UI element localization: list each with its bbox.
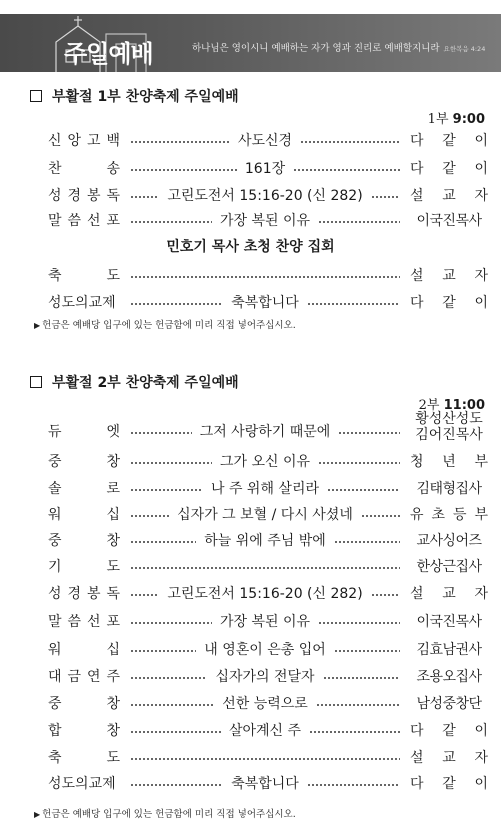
program-item-detail <box>130 530 400 550</box>
program-item-label <box>48 158 120 178</box>
dotted-leader <box>130 169 237 171</box>
program-item-presenter <box>410 130 488 150</box>
dotted-leader <box>327 489 400 491</box>
program-item-title: 축복합니다 <box>231 776 299 792</box>
presenter-text: 한상근집사 <box>416 559 482 575</box>
program-item-detail <box>130 504 400 524</box>
dotted-leader <box>130 567 400 569</box>
program-item-presenter <box>410 451 488 471</box>
program-row <box>48 530 488 550</box>
label-char: 독 <box>106 586 120 602</box>
program-item-detail <box>130 773 400 793</box>
program-item-detail <box>130 556 400 576</box>
presenter-text: 이국진목사 <box>416 213 482 229</box>
presenter-text: 황성산성도 <box>415 411 483 427</box>
presenter-text: 이 <box>474 723 488 739</box>
label-char: 찬 <box>48 161 62 177</box>
checkbox-icon <box>30 376 42 388</box>
label-char: 봉 <box>86 188 101 204</box>
label-char: 창 <box>106 533 120 549</box>
presenter-text: 등 <box>452 507 467 523</box>
program-item-detail <box>130 210 400 230</box>
dotted-leader <box>371 594 400 596</box>
program-row <box>48 210 488 230</box>
program-item-label <box>48 185 120 205</box>
presenter-text: 이 <box>474 133 488 149</box>
label-char: 고 <box>86 133 101 149</box>
dotted-leader <box>307 303 400 305</box>
program-row <box>48 639 488 659</box>
label-char: 포 <box>106 614 120 630</box>
program-row <box>48 292 488 312</box>
label-char: 말 <box>48 614 62 630</box>
program-row <box>48 693 488 713</box>
program-item-presenter <box>410 611 488 631</box>
presenter-text: 이 <box>474 161 488 177</box>
presenter-text: 설 <box>410 750 424 766</box>
page-title: 주일예배 <box>64 40 153 68</box>
program-item-label <box>48 639 120 659</box>
presenter-text: 같 <box>442 161 456 177</box>
dotted-leader <box>318 221 400 223</box>
presenter-text: 교 <box>442 750 456 766</box>
presenter-text: 같 <box>442 133 456 149</box>
label-char: 솔 <box>48 481 62 497</box>
program-row <box>48 504 488 524</box>
presenter-text: 교 <box>442 586 456 602</box>
program-item-presenter <box>410 556 488 576</box>
label-char: 도 <box>106 268 120 284</box>
label-char: 중 <box>48 454 62 470</box>
dotted-leader <box>130 541 196 543</box>
label-char: 봉 <box>86 586 101 602</box>
label-char: 씀 <box>67 213 82 229</box>
program-row <box>48 130 488 150</box>
program-item-label <box>48 666 120 686</box>
program-item-detail <box>130 720 400 740</box>
dotted-leader <box>130 489 203 491</box>
presenter-text: 김어진목사 <box>415 427 483 443</box>
program-row <box>48 611 488 631</box>
dotted-leader <box>130 704 214 706</box>
program-row <box>48 556 488 576</box>
label-char: 엣 <box>106 424 120 440</box>
presenter-text: 교사싱어즈 <box>416 533 482 549</box>
program-item-presenter <box>410 478 488 498</box>
verse-reference: 요한복음 4:24 <box>443 45 486 53</box>
checkbox-icon <box>30 90 42 102</box>
label-char: 독 <box>106 188 120 204</box>
program-item-presenter <box>410 530 488 550</box>
dotted-leader <box>307 784 400 786</box>
dotted-leader <box>361 515 400 517</box>
program-row <box>48 666 488 686</box>
label-char: 축 <box>48 268 62 284</box>
label-char: 중 <box>48 533 62 549</box>
presenter-text: 설 <box>410 268 424 284</box>
program-item-label <box>48 451 120 471</box>
program-item-presenter <box>410 411 488 443</box>
program-item-presenter <box>410 185 488 205</box>
program-item-presenter <box>410 747 488 767</box>
program-row <box>48 720 488 740</box>
program-item-title: 사도신경 <box>237 133 293 149</box>
presenter-text: 조용오집사 <box>416 669 482 685</box>
program-item-presenter <box>410 720 488 740</box>
program-item-title: 가장 복된 이유 <box>219 614 311 630</box>
presenter-text: 부 <box>474 454 488 470</box>
label-char: 워 <box>48 642 62 658</box>
program-item-title: 고린도전서 15:16-20 (신 282) <box>167 586 363 602</box>
dotted-leader <box>318 462 400 464</box>
label-char: 포 <box>106 213 120 229</box>
program-row <box>48 265 488 285</box>
program-item-label <box>48 421 120 441</box>
program-item-title: 하늘 위에 주님 밖에 <box>204 533 326 549</box>
presenter-text: 다 <box>410 776 424 792</box>
program-row <box>48 411 488 443</box>
dotted-leader <box>300 141 400 143</box>
presenter-text: 부 <box>474 507 488 523</box>
label-char: 십 <box>106 642 120 658</box>
presenter-text: 남성중창단 <box>416 696 482 712</box>
presenter-text: 같 <box>442 295 456 311</box>
dotted-leader <box>130 196 159 198</box>
label-char: 경 <box>67 188 82 204</box>
label-char: 선 <box>86 614 101 630</box>
triangle-bullet-icon: ▶ <box>34 321 41 330</box>
program-item-presenter <box>410 773 488 793</box>
presenter-text: 유 <box>410 507 424 523</box>
dotted-leader <box>309 731 400 733</box>
presenter-text: 초 <box>431 507 446 523</box>
program-item-detail <box>130 451 400 471</box>
program-item-label <box>48 292 120 312</box>
presenter-text: 이 <box>474 295 488 311</box>
program-item-detail <box>130 158 400 178</box>
dotted-leader <box>334 650 400 652</box>
presenter-text: 김태형집사 <box>416 481 482 497</box>
program-item-detail <box>130 130 400 150</box>
label-char: 중 <box>48 696 62 712</box>
offering-note-2: ▶ 헌금은 예배당 입구에 있는 헌금함에 미리 직접 넣어주십시오. <box>34 809 296 820</box>
triangle-bullet-icon: ▶ <box>34 810 41 819</box>
program-item-label <box>48 720 120 740</box>
label-char: 창 <box>106 454 120 470</box>
program-item-presenter <box>410 666 488 686</box>
label-char: 앙 <box>67 133 82 149</box>
service-time-2: 2부 11:00 <box>418 398 485 413</box>
section-title-1: 부활절 1부 찬양축제 주일예배 <box>30 86 239 106</box>
header-banner <box>0 14 501 72</box>
presenter-text: 자 <box>474 586 488 602</box>
program-item-title: 나 주 위해 살리라 <box>210 481 320 497</box>
presenter-text: 이 <box>474 776 488 792</box>
dotted-leader <box>130 622 212 624</box>
program-item-presenter <box>410 265 488 285</box>
presenter-text: 교 <box>442 188 456 204</box>
label-char: 성 <box>48 586 62 602</box>
label-char: 성도의교제 <box>48 776 116 792</box>
program-item-title: 살아계신 주 <box>228 723 302 739</box>
dotted-leader <box>130 731 221 733</box>
presenter-text: 자 <box>474 268 488 284</box>
program-item-presenter <box>410 210 488 230</box>
label-char: 합 <box>48 723 62 739</box>
dotted-leader <box>130 432 192 434</box>
label-char: 씀 <box>67 614 82 630</box>
label-char: 창 <box>106 696 120 712</box>
label-char: 기 <box>48 559 62 575</box>
label-char: 송 <box>106 161 120 177</box>
program-item-detail <box>130 693 400 713</box>
program-item-label <box>48 773 120 793</box>
presenter-text: 자 <box>474 188 488 204</box>
program-row <box>48 185 488 205</box>
offering-note-1: ▶ 헌금은 예배당 입구에 있는 헌금함에 미리 직접 넣어주십시오. <box>34 320 296 331</box>
label-char: 대 <box>48 669 62 685</box>
program-item-presenter <box>410 583 488 603</box>
presenter-text: 다 <box>410 295 424 311</box>
program-item-detail <box>130 639 400 659</box>
label-char: 창 <box>106 723 120 739</box>
section-title-2: 부활절 2부 찬양축제 주일예배 <box>30 372 239 392</box>
label-char: 워 <box>48 507 62 523</box>
program-item-detail <box>130 747 400 767</box>
program-row <box>48 158 488 178</box>
label-char: 연 <box>86 669 101 685</box>
program-item-title: 그가 오신 이유 <box>219 454 311 470</box>
program-item-detail <box>130 265 400 285</box>
program-item-label <box>48 504 120 524</box>
program-item-title: 십자가의 전달자 <box>215 669 315 685</box>
dotted-leader <box>130 462 212 464</box>
label-char: 듀 <box>48 424 62 440</box>
program-item-label <box>48 611 120 631</box>
program-item-label <box>48 747 120 767</box>
program-item-title: 십자가 그 보혈 / 다시 사셨네 <box>177 507 353 523</box>
dotted-leader <box>130 784 223 786</box>
dotted-leader <box>130 650 196 652</box>
dotted-leader <box>130 758 400 760</box>
presenter-text: 교 <box>442 268 456 284</box>
label-char: 주 <box>106 669 120 685</box>
dotted-leader <box>334 541 400 543</box>
program-row <box>48 451 488 471</box>
program-item-detail <box>130 666 400 686</box>
dotted-leader <box>338 432 400 434</box>
program-item-title: 축복합니다 <box>231 295 299 311</box>
presenter-text: 청 <box>410 454 424 470</box>
label-char: 금 <box>67 669 82 685</box>
presenter-text: 다 <box>410 133 424 149</box>
dotted-leader <box>293 169 400 171</box>
label-char: 백 <box>106 133 120 149</box>
label-char: 축 <box>48 750 62 766</box>
dotted-leader <box>130 276 400 278</box>
program-item-label <box>48 265 120 285</box>
dotted-leader <box>371 196 400 198</box>
label-char: 로 <box>106 481 120 497</box>
presenter-text: 다 <box>410 161 424 177</box>
label-char: 말 <box>48 213 62 229</box>
label-char: 도 <box>106 559 120 575</box>
presenter-text: 같 <box>442 776 456 792</box>
program-item-label <box>48 693 120 713</box>
program-item-detail <box>130 421 400 441</box>
label-char: 경 <box>67 586 82 602</box>
presenter-text: 설 <box>410 586 424 602</box>
program-item-detail <box>130 478 400 498</box>
program-item-presenter <box>410 158 488 178</box>
presenter-text: 다 <box>410 723 424 739</box>
program-item-detail <box>130 292 400 312</box>
program-item-detail <box>130 583 400 603</box>
presenter-text: 김효남권사 <box>416 642 482 658</box>
dotted-leader <box>130 221 212 223</box>
presenter-text: 년 <box>442 454 456 470</box>
dotted-leader <box>318 622 400 624</box>
dotted-leader <box>130 141 230 143</box>
program-item-title: 내 영혼이 은총 입어 <box>204 642 326 658</box>
program-item-detail <box>130 185 400 205</box>
program-item-label <box>48 478 120 498</box>
program-item-title: 선한 능력으로 <box>222 696 308 712</box>
program-row <box>48 478 488 498</box>
presenter-text: 같 <box>442 723 456 739</box>
label-char: 신 <box>48 133 62 149</box>
program-item-label <box>48 130 120 150</box>
label-char: 성 <box>48 188 62 204</box>
program-item-label <box>48 583 120 603</box>
program-item-presenter <box>410 693 488 713</box>
program-item-label <box>48 556 120 576</box>
program-item-presenter <box>410 504 488 524</box>
program-item-title: 고린도전서 15:16-20 (신 282) <box>167 188 363 204</box>
program-item-title: 가장 복된 이유 <box>219 213 311 229</box>
program-item-title: 161장 <box>244 161 286 177</box>
label-char: 십 <box>106 507 120 523</box>
program-item-label <box>48 530 120 550</box>
label-char: 성도의교제 <box>48 295 116 311</box>
dotted-leader <box>130 303 223 305</box>
program-row <box>48 747 488 767</box>
program-item-label <box>48 210 120 230</box>
presenter-text: 이국진목사 <box>416 614 482 630</box>
label-char: 도 <box>106 750 120 766</box>
program-item-title: 그저 사랑하기 때문에 <box>199 424 331 440</box>
program-item-presenter <box>410 292 488 312</box>
program-row <box>48 583 488 603</box>
program-item-presenter <box>410 639 488 659</box>
special-event-title: 민호기 목사 초청 찬양 집회 <box>166 239 335 255</box>
dotted-leader <box>130 515 169 517</box>
service-time-1: 1부 9:00 <box>427 112 485 127</box>
banner-verse: 하나님은 영이시니 예배하는 자가 영과 진리로 예배할지니라 요한복음 4:24 <box>192 43 486 54</box>
dotted-leader <box>130 594 159 596</box>
label-char: 선 <box>86 213 101 229</box>
program-row <box>48 773 488 793</box>
presenter-text: 자 <box>474 750 488 766</box>
dotted-leader <box>323 677 400 679</box>
program-item-detail <box>130 611 400 631</box>
presenter-text: 설 <box>410 188 424 204</box>
dotted-leader <box>130 677 207 679</box>
dotted-leader <box>316 704 400 706</box>
